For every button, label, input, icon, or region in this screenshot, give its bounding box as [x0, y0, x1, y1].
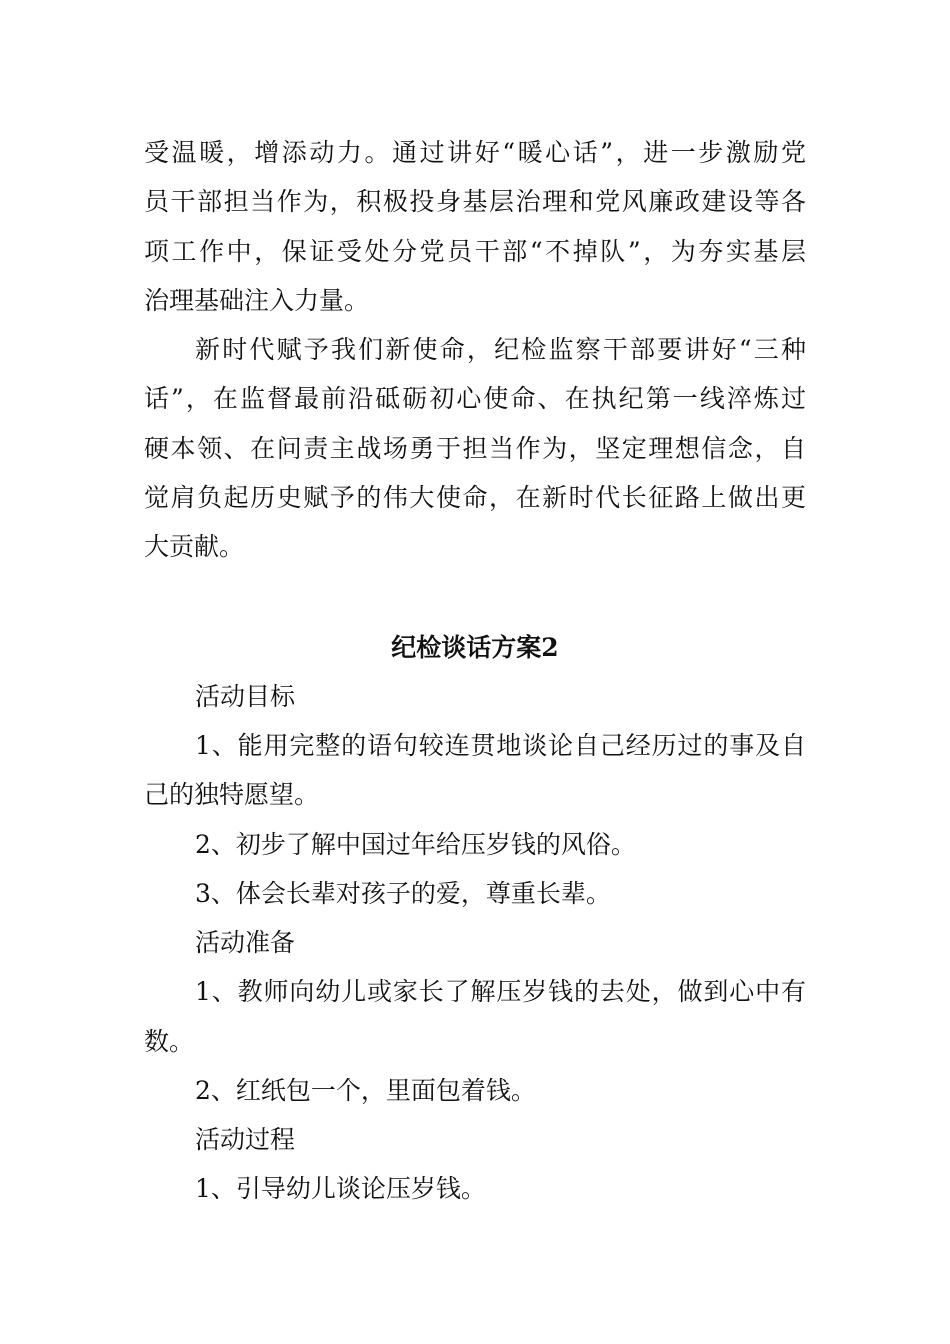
process-heading: 活动过程	[195, 1125, 296, 1154]
goal-heading: 活动目标	[195, 682, 296, 711]
process-1: 1、引导幼儿谈论压岁钱。	[195, 1174, 486, 1203]
paragraph-2-line-3: 硬本领、在问责主战场勇于担当作为，坚定理想信念，自	[144, 434, 806, 463]
prep-1-line-1: 1、教师向幼儿或家长了解压岁钱的去处，做到心中有	[195, 977, 806, 1006]
paragraph-2-line-4: 觉肩负起历史赋予的伟大使命，在新时代长征路上做出更	[144, 483, 806, 512]
paragraph-1-line-2: 员干部担当作为，积极投身基层治理和党风廉政建设等各	[144, 187, 806, 216]
paragraph-2-line-2: 话”，在监督最前沿砥砺初心使命、在执纪第一线淬炼过	[144, 384, 806, 413]
goal-2: 2、初步了解中国过年给压岁钱的风俗。	[195, 830, 636, 859]
paragraph-1-line-1: 受温暖，增添动力。通过讲好“暖心话”，进一步激励党	[144, 138, 806, 167]
prep-heading: 活动准备	[195, 928, 296, 957]
paragraph-2-line-5: 大贡献。	[144, 532, 245, 561]
goal-3: 3、体会长辈对孩子的爱，尊重长辈。	[195, 879, 611, 908]
goal-1-line-1: 1、能用完整的语句较连贯地谈论自己经历过的事及自	[195, 731, 806, 760]
prep-2: 2、红纸包一个，里面包着钱。	[195, 1076, 536, 1105]
paragraph-1-line-3: 项工作中，保证受处分党员干部“不掉队”，为夯实基层	[144, 237, 806, 266]
section-title: 纪检谈话方案2	[391, 633, 559, 662]
prep-1-line-2: 数。	[144, 1027, 195, 1056]
goal-1-line-2: 己的独特愿望。	[144, 780, 320, 809]
paragraph-2-line-1: 新时代赋予我们新使命，纪检监察干部要讲好“三种	[195, 335, 806, 364]
paragraph-1-line-4: 治理基础注入力量。	[144, 286, 370, 315]
